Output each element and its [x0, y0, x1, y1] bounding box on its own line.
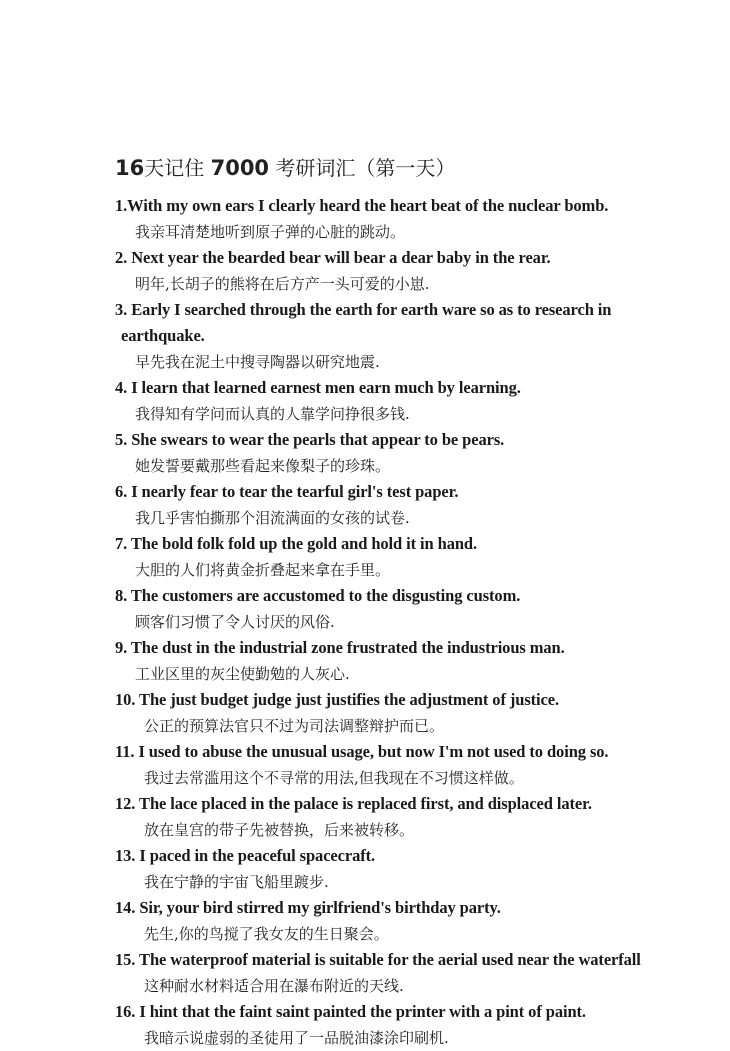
chinese-translation: 我亲耳清楚地听到原子弹的心脏的跳动。	[135, 223, 406, 241]
sentence-entry-14	[115, 895, 730, 947]
sentence-entry-10	[115, 687, 730, 739]
sentence-entry-1	[115, 193, 730, 245]
english-sentence: 7. The bold folk fold up the gold and hold it in hand.	[115, 534, 478, 553]
english-sentence: 3. Early I searched through the earth for earth ware so as to research in	[115, 300, 612, 319]
english-sentence: 13. I paced in the peaceful spacecraft.	[115, 846, 376, 865]
english-sentence: 16. I hint that the faint saint painted the printer with a pint of paint.	[115, 1002, 586, 1021]
english-sentence: 11. I used to abuse the unusual usage, but now I'm not used to doing so.	[115, 742, 609, 761]
sentence-entry-3	[115, 297, 730, 375]
chinese-translation: 早先我在泥土中搜寻陶器以研究地震.	[135, 353, 380, 371]
english-sentence: 15. The waterproof material is suitable for the aerial used near the waterfall	[115, 950, 641, 969]
chinese-translation: 顾客们习惯了令人讨厌的风俗.	[135, 613, 335, 631]
english-sentence-continued: earthquake.	[121, 326, 205, 345]
document-page	[115, 152, 730, 1051]
english-sentence: 14. Sir, your bird stirred my girlfriend's birthday party.	[115, 898, 501, 917]
chinese-translation: 我几乎害怕撕那个泪流满面的女孩的试卷.	[135, 509, 410, 527]
english-sentence: 9. The dust in the industrial zone frustrated the industrious man.	[115, 638, 565, 657]
sentence-entry-2	[115, 245, 730, 297]
english-sentence: 10. The just budget judge just justifies the adjustment of justice.	[115, 690, 560, 709]
title-count: 7000	[210, 156, 270, 180]
title-text-2: 考研词汇（第一天）	[275, 156, 456, 180]
chinese-translation: 我在宁静的宇宙飞船里踱步.	[144, 873, 329, 891]
sentence-entry-15	[115, 947, 730, 999]
chinese-translation: 明年,长胡子的熊将在后方产一头可爱的小崽.	[135, 275, 430, 293]
english-sentence: 6. I nearly fear to tear the tearful girl's test paper.	[115, 482, 459, 501]
chinese-translation: 这种耐水材料适合用在瀑布附近的天线.	[144, 977, 404, 995]
page-title	[115, 152, 730, 181]
english-sentence: 4. I learn that learned earnest men earn much by learning.	[115, 378, 521, 397]
english-sentence: 8. The customers are accustomed to the disgusting custom.	[115, 586, 521, 605]
sentence-entry-9	[115, 635, 730, 687]
chinese-translation: 我得知有学问而认真的人靠学问挣很多钱.	[135, 405, 410, 423]
sentence-entry-4	[115, 375, 730, 427]
english-sentence: 5. She swears to wear the pearls that appear to be pears.	[115, 430, 505, 449]
sentence-entry-6	[115, 479, 730, 531]
sentence-entry-12	[115, 791, 730, 843]
chinese-translation: 先生,你的鸟搅了我女友的生日聚会。	[144, 925, 389, 943]
chinese-translation: 工业区里的灰尘使勤勉的人灰心.	[135, 665, 350, 683]
chinese-translation: 放在皇宫的带子先被替换，后来被转移。	[144, 821, 415, 839]
sentence-entry-5	[115, 427, 730, 479]
english-sentence: 12. The lace placed in the palace is replaced first, and displaced later.	[115, 794, 592, 813]
chinese-translation: 我过去常滥用这个不寻常的用法,但我现在不习惯这样做。	[144, 769, 524, 787]
title-prefix: 16	[115, 156, 145, 180]
sentence-entry-8	[115, 583, 730, 635]
english-sentence: 1.With my own ears I clearly heard the heart beat of the nuclear bomb.	[115, 196, 609, 215]
english-sentence: 2. Next year the bearded bear will bear a dear baby in the rear.	[115, 248, 551, 267]
chinese-translation: 我暗示说虚弱的圣徒用了一品脱油漆涂印刷机.	[144, 1029, 449, 1047]
title-text-1: 天记住	[144, 156, 205, 180]
sentence-entry-7	[115, 531, 730, 583]
sentence-entry-13	[115, 843, 730, 895]
chinese-translation: 公正的预算法官只不过为司法调整辩护而已。	[144, 717, 445, 735]
chinese-translation: 她发誓要戴那些看起来像梨子的珍珠。	[135, 457, 391, 475]
sentence-entry-11	[115, 739, 730, 791]
chinese-translation: 大胆的人们将黄金折叠起来拿在手里。	[135, 561, 391, 579]
sentence-entry-16	[115, 999, 730, 1051]
